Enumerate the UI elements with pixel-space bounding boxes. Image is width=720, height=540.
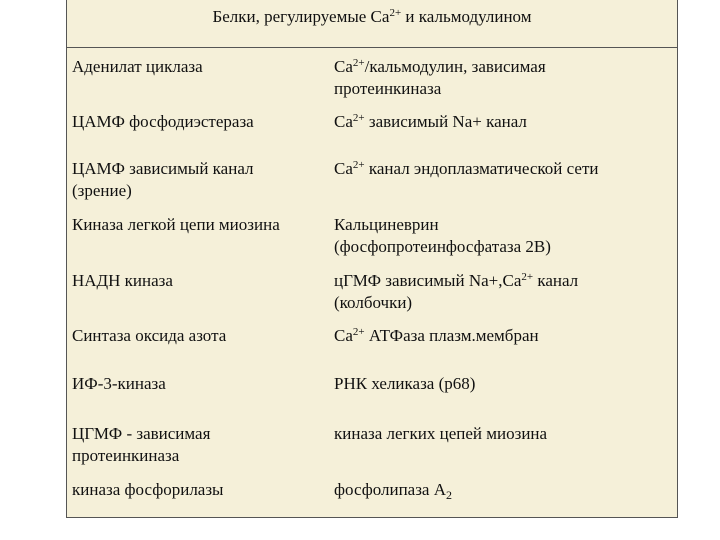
table-cell-left: НАДН киназа <box>72 271 173 290</box>
table-cell-right: киназа легких цепей миозина <box>334 424 548 443</box>
table-cell-left: киназа фосфорилазы <box>72 480 224 499</box>
table-header <box>67 0 677 48</box>
table-cell-right: фосфолипаза $A_2$ <box>334 480 452 502</box>
table-cell-left: Аденилат циклаза <box>72 57 203 76</box>
table-cell-right: РНК хеликаза (р68) <box>334 374 476 393</box>
table-cell-right: цГМФ зависимый $Na+,Ca^{2+}$ канал (колбочки) <box>334 271 579 312</box>
table-cell-right: $Ca^{2+}$ зависимый Na+ канал <box>334 112 527 131</box>
table-cell-left: Киназа легкой цепи миозина <box>72 215 280 234</box>
table-cell-left: Синтаза оксида азота <box>72 326 227 345</box>
table-cell-left: ЦАМФ фосфодиэстераза <box>72 112 254 131</box>
table-cell-right: $Ca^{2+}$/кальмодулин, зависимая протеинкиназа <box>334 57 546 98</box>
table-cell-left: ЦАМФ зависимый канал (зрение) <box>72 159 254 200</box>
table-cell-right: Кальциневрин (фосфопротеинфосфатаза 2B) <box>334 215 551 256</box>
table-title: Белки, регулируемые $Ca^{2+}$ и кальмодулином <box>212 7 532 26</box>
protein-table <box>66 0 678 518</box>
table-cell-right: $Ca^{2+}$ АТФаза плазм.мембран <box>334 326 539 345</box>
table-cell-left: ЦГМФ - зависимая протеинкиназа <box>72 424 211 465</box>
table-cell-left: ИФ-3-киназа <box>72 374 166 393</box>
table-cell-right: $Ca^{2+}$ канал эндоплазматической сети <box>334 159 599 178</box>
